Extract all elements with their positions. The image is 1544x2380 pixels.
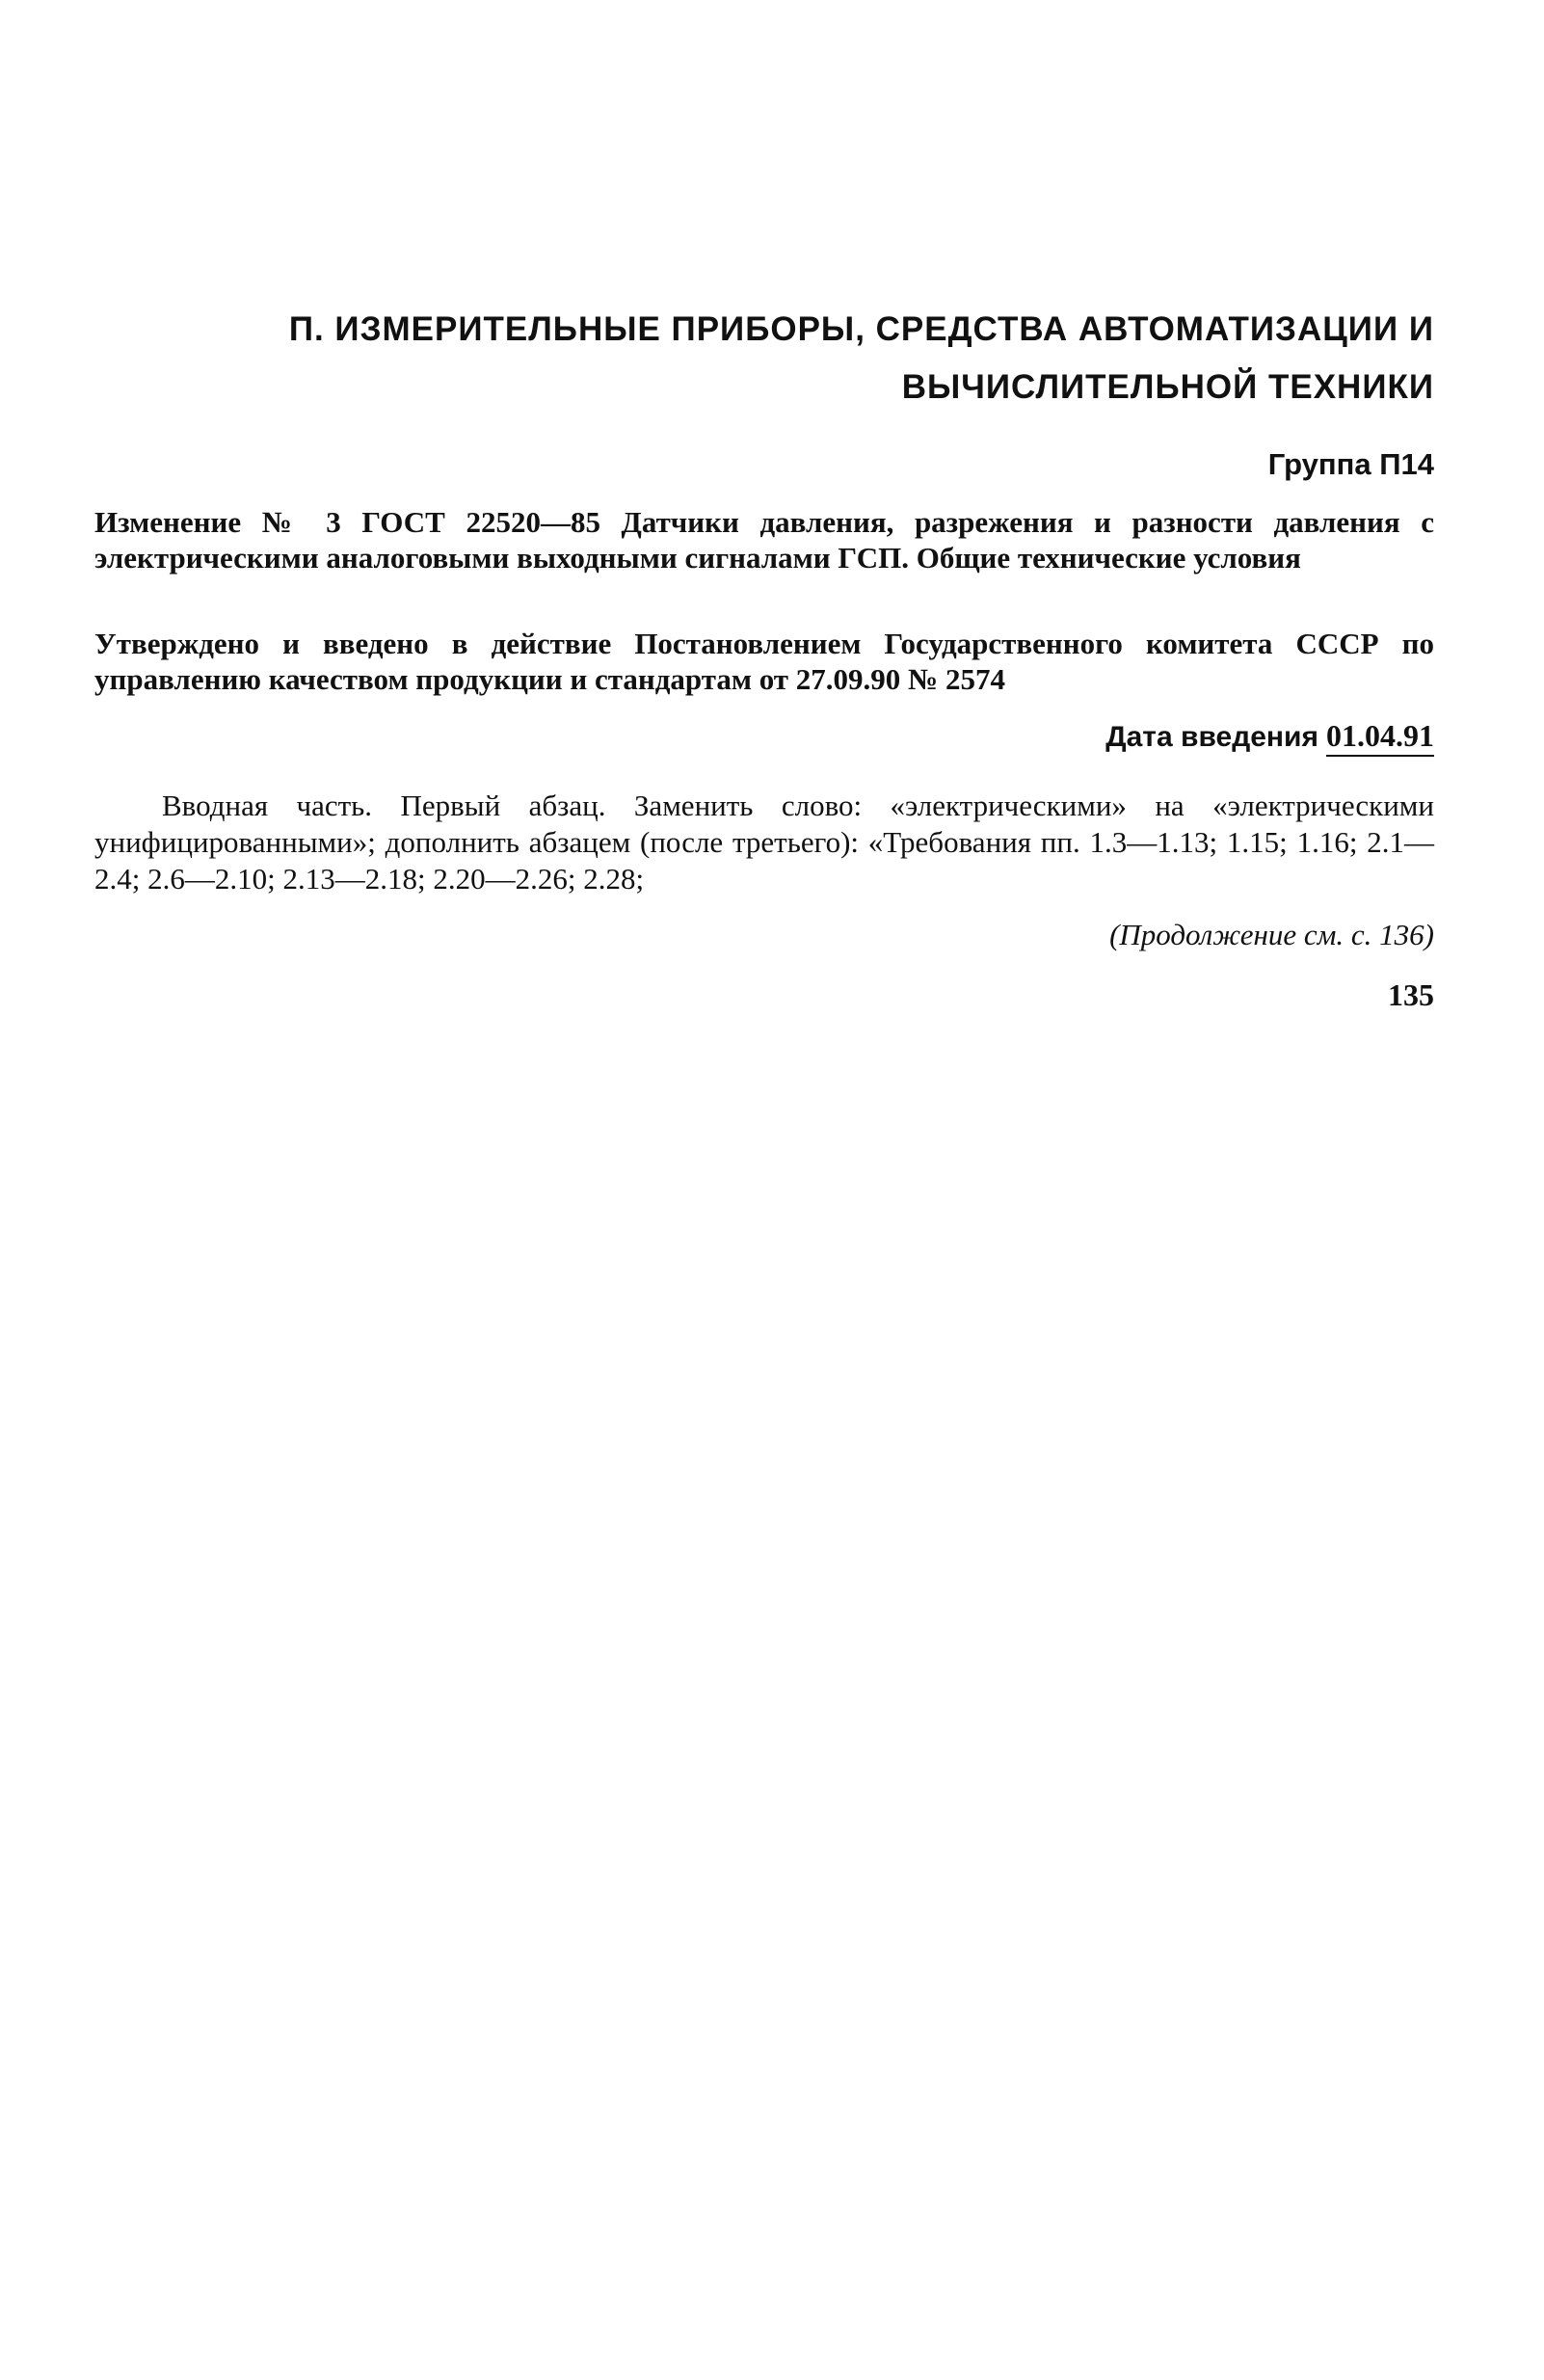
introduction-date-label: Дата введения <box>1105 721 1318 753</box>
change-notice-number: Изменение № 3 ГОСТ 22520—85 <box>94 505 600 539</box>
continuation-note: (Продолжение см. с. 136) <box>1109 918 1434 951</box>
section-title-line-2: ВЫЧИСЛИТЕЛЬНОЙ ТЕХНИКИ <box>901 368 1434 406</box>
group-code: Группа П14 <box>1267 447 1434 481</box>
section-title <box>231 301 1434 416</box>
change-notice <box>94 504 1434 575</box>
introduction-date-value: 01.04.91 <box>1326 718 1434 757</box>
approval-statement <box>94 626 1434 697</box>
page-number: 135 <box>1388 977 1434 1012</box>
approval-lead: Утверждено и введено в действие <box>94 627 612 660</box>
section-title-line-1: П. ИЗМЕРИТЕЛЬНЫЕ ПРИБОРЫ, СРЕДСТВА АВТОМАТИЗАЦИИ И <box>288 310 1434 348</box>
introduction-date <box>867 716 1434 757</box>
body-paragraph: Вводная часть. Первый абзац. Заменить слово: «электрическими» на «электрическими унифицированными»; дополнить абзацем (после третьего): «Требования пп. 1.3—1.13; 1.15; 1.16; 2.1—2.4; 2.6—2.10; 2.13—2.18; 2.20—2.26; 2.28; <box>94 789 1434 896</box>
change-notice-title: Датчики давления, разрежения и разности давления с электрическими аналоговыми выходными сигналами ГСП. Общие технические условия <box>94 505 1434 575</box>
approval-text: Постановлением Государственного комитета СССР по управлению качеством продукции и стандартам от 27.09.90 № 2574 <box>94 627 1435 696</box>
